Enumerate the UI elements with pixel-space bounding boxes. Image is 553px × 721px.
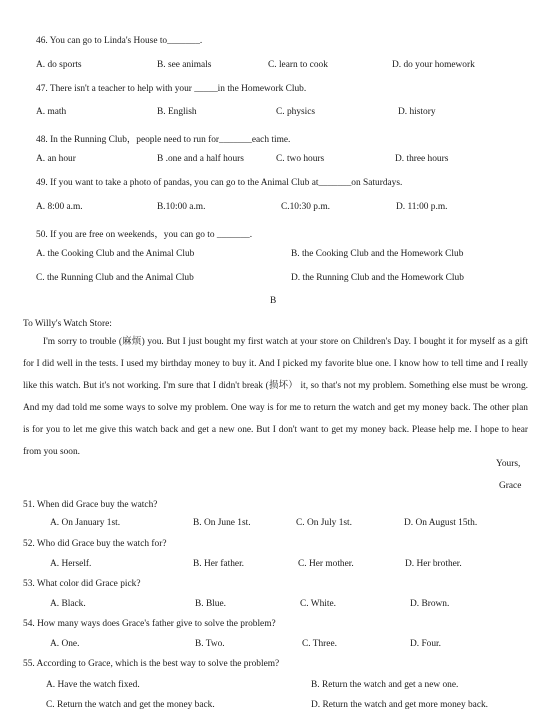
letter-signature: Grace <box>499 481 522 491</box>
question-55-stem: 55. According to Grace, which is the best way to solve the problem? <box>23 659 280 669</box>
q49-option-a[interactable]: A. 8:00 a.m. <box>36 202 83 212</box>
q48-option-c[interactable]: C. two hours <box>276 154 325 164</box>
question-52-stem: 52. Who did Grace buy the watch for? <box>23 539 167 549</box>
letter-closing: Yours, <box>496 459 521 469</box>
q55-option-b[interactable]: B. Return the watch and get a new one. <box>311 680 459 690</box>
q52-option-d[interactable]: D. Her brother. <box>405 559 462 569</box>
question-50-stem: 50. If you are free on weekends，you can go to _______. <box>36 230 253 240</box>
q47-option-c[interactable]: C. physics <box>276 107 316 117</box>
q47-option-b[interactable]: B. English <box>157 107 197 117</box>
q47-option-d[interactable]: D. history <box>398 107 436 117</box>
q46-option-b[interactable]: B. see animals <box>157 60 212 70</box>
question-47-stem: 47. There isn't a teacher to help with your _____in the Homework Club. <box>36 84 307 94</box>
q52-option-a[interactable]: A. Herself. <box>50 559 92 569</box>
q51-option-a[interactable]: A. On January 1st. <box>50 518 121 528</box>
q48-option-a[interactable]: A. an hour <box>36 154 76 164</box>
q49-option-c[interactable]: C.10:30 p.m. <box>281 202 330 212</box>
q53-option-a[interactable]: A. Black. <box>50 599 86 609</box>
q55-option-c[interactable]: C. Return the watch and get the money back. <box>46 700 215 710</box>
q46-option-a[interactable]: A. do sports <box>36 60 82 70</box>
question-46-stem: 46. You can go to Linda's House to_______. <box>36 36 203 46</box>
q54-option-c[interactable]: C. Three. <box>302 639 337 649</box>
q49-option-b[interactable]: B.10:00 a.m. <box>157 202 206 212</box>
q55-option-a[interactable]: A. Have the watch fixed. <box>46 680 140 690</box>
q49-option-d[interactable]: D. 11:00 p.m. <box>396 202 448 212</box>
q53-option-c[interactable]: C. White. <box>300 599 337 609</box>
q51-option-b[interactable]: B. On June 1st. <box>193 518 251 528</box>
q48-option-d[interactable]: D. three hours <box>395 154 449 164</box>
q48-option-b[interactable]: B .one and a half hours <box>157 154 244 164</box>
q51-option-d[interactable]: D. On August 15th. <box>404 518 478 528</box>
letter-body-text: I'm sorry to trouble (麻烦) you. But I just bought my first watch at your store on Children's Day. I bought it for myself as a gift for I did well in the tests. I used my birthday money to buy it. And I picked my favorite blue one. I know how to tell time and I really like this watch. But it's not working. I'm sure that I didn't break (损坏） it, so that's not my problem. Something else must be wrong. And my dad told me some ways to solve my problem. One way is for me to return the watch and get my money back. The other plan is for you to let me give this watch back and get a new one. But I don't want to get my money back. Please help me. I hope to hear from you soon. <box>23 337 528 458</box>
q53-option-b[interactable]: B. Blue. <box>195 599 226 609</box>
q51-option-c[interactable]: C. On July 1st. <box>296 518 352 528</box>
letter-salutation: To Willy's Watch Store: <box>23 319 112 329</box>
question-54-stem: 54. How many ways does Grace's father give to solve the problem? <box>23 619 276 629</box>
q46-option-c[interactable]: C. learn to cook <box>268 60 328 70</box>
section-b-heading: B <box>270 296 277 306</box>
q55-option-d[interactable]: D. Return the watch and get more money back. <box>311 700 489 710</box>
question-51-stem: 51. When did Grace buy the watch? <box>23 500 158 510</box>
question-48-stem: 48. In the Running Club，people need to run for_______each time. <box>36 135 291 145</box>
question-53-stem: 53. What color did Grace pick? <box>23 579 141 589</box>
letter-body <box>23 331 528 464</box>
q54-option-b[interactable]: B. Two. <box>195 639 225 649</box>
q54-option-d[interactable]: D. Four. <box>410 639 441 649</box>
q52-option-c[interactable]: C. Her mother. <box>298 559 354 569</box>
q50-option-a[interactable]: A. the Cooking Club and the Animal Club <box>36 249 195 259</box>
question-49-stem: 49. If you want to take a photo of pandas, you can go to the Animal Club at_______on Saturdays. <box>36 178 403 188</box>
q50-option-c[interactable]: C. the Running Club and the Animal Club <box>36 273 194 283</box>
q46-option-d[interactable]: D. do your homework <box>392 60 475 70</box>
q50-option-d[interactable]: D. the Running Club and the Homework Club <box>291 273 464 283</box>
q54-option-a[interactable]: A. One. <box>50 639 80 649</box>
q47-option-a[interactable]: A. math <box>36 107 67 117</box>
q52-option-b[interactable]: B. Her father. <box>193 559 245 569</box>
q53-option-d[interactable]: D. Brown. <box>410 599 450 609</box>
q50-option-b[interactable]: B. the Cooking Club and the Homework Club <box>291 249 464 259</box>
